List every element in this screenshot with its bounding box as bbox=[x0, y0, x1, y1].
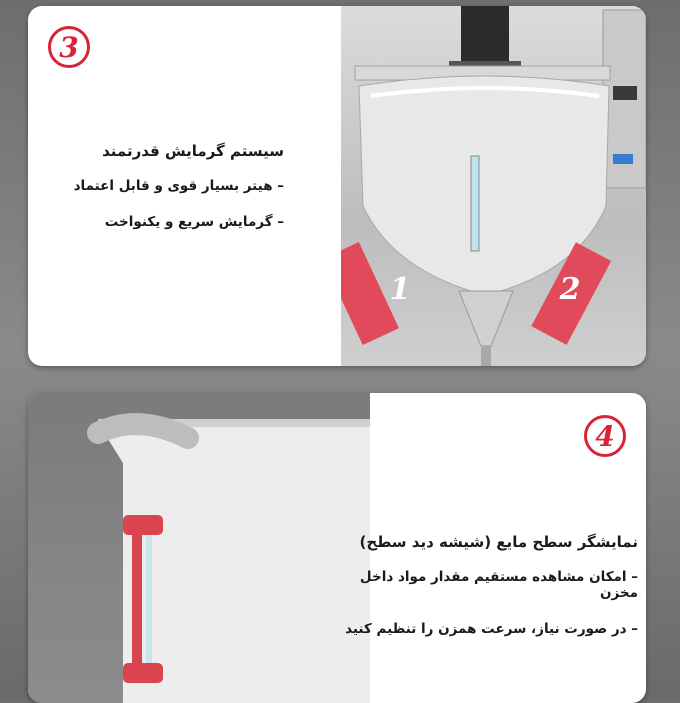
level-indicator-text bbox=[318, 533, 638, 657]
mixing-tank-photo bbox=[341, 6, 646, 366]
heating-system-text bbox=[34, 142, 284, 250]
level-item-1: – امکان مشاهده مستقیم مقدار مواد داخل مخزن bbox=[359, 569, 638, 601]
step-3-badge bbox=[48, 26, 90, 68]
level-item-2: – در صورت نیاز، سرعت همزن را تنظیم کنید bbox=[345, 621, 638, 637]
level-indicator-heading: نمایشگر سطح مایع (شیشه دید سطح) bbox=[359, 533, 638, 551]
heating-system-heading: سیستم گرمایش قدرتمند bbox=[102, 142, 284, 160]
heating-system-card bbox=[28, 6, 646, 366]
mixing-tank-illustration bbox=[341, 6, 646, 366]
heater-1-label: 1 bbox=[389, 271, 411, 307]
heating-item-1: – هیتر بسیار قوی و قابل اعتماد bbox=[73, 178, 284, 194]
heating-item-2: – گرمایش سریع و یکنواخت bbox=[104, 214, 284, 230]
level-indicator-card bbox=[28, 393, 646, 703]
step-3-number: 3 bbox=[59, 30, 79, 64]
step-4-badge bbox=[584, 415, 626, 457]
heater-2-label: 2 bbox=[559, 271, 581, 307]
step-4-number: 4 bbox=[595, 419, 615, 453]
